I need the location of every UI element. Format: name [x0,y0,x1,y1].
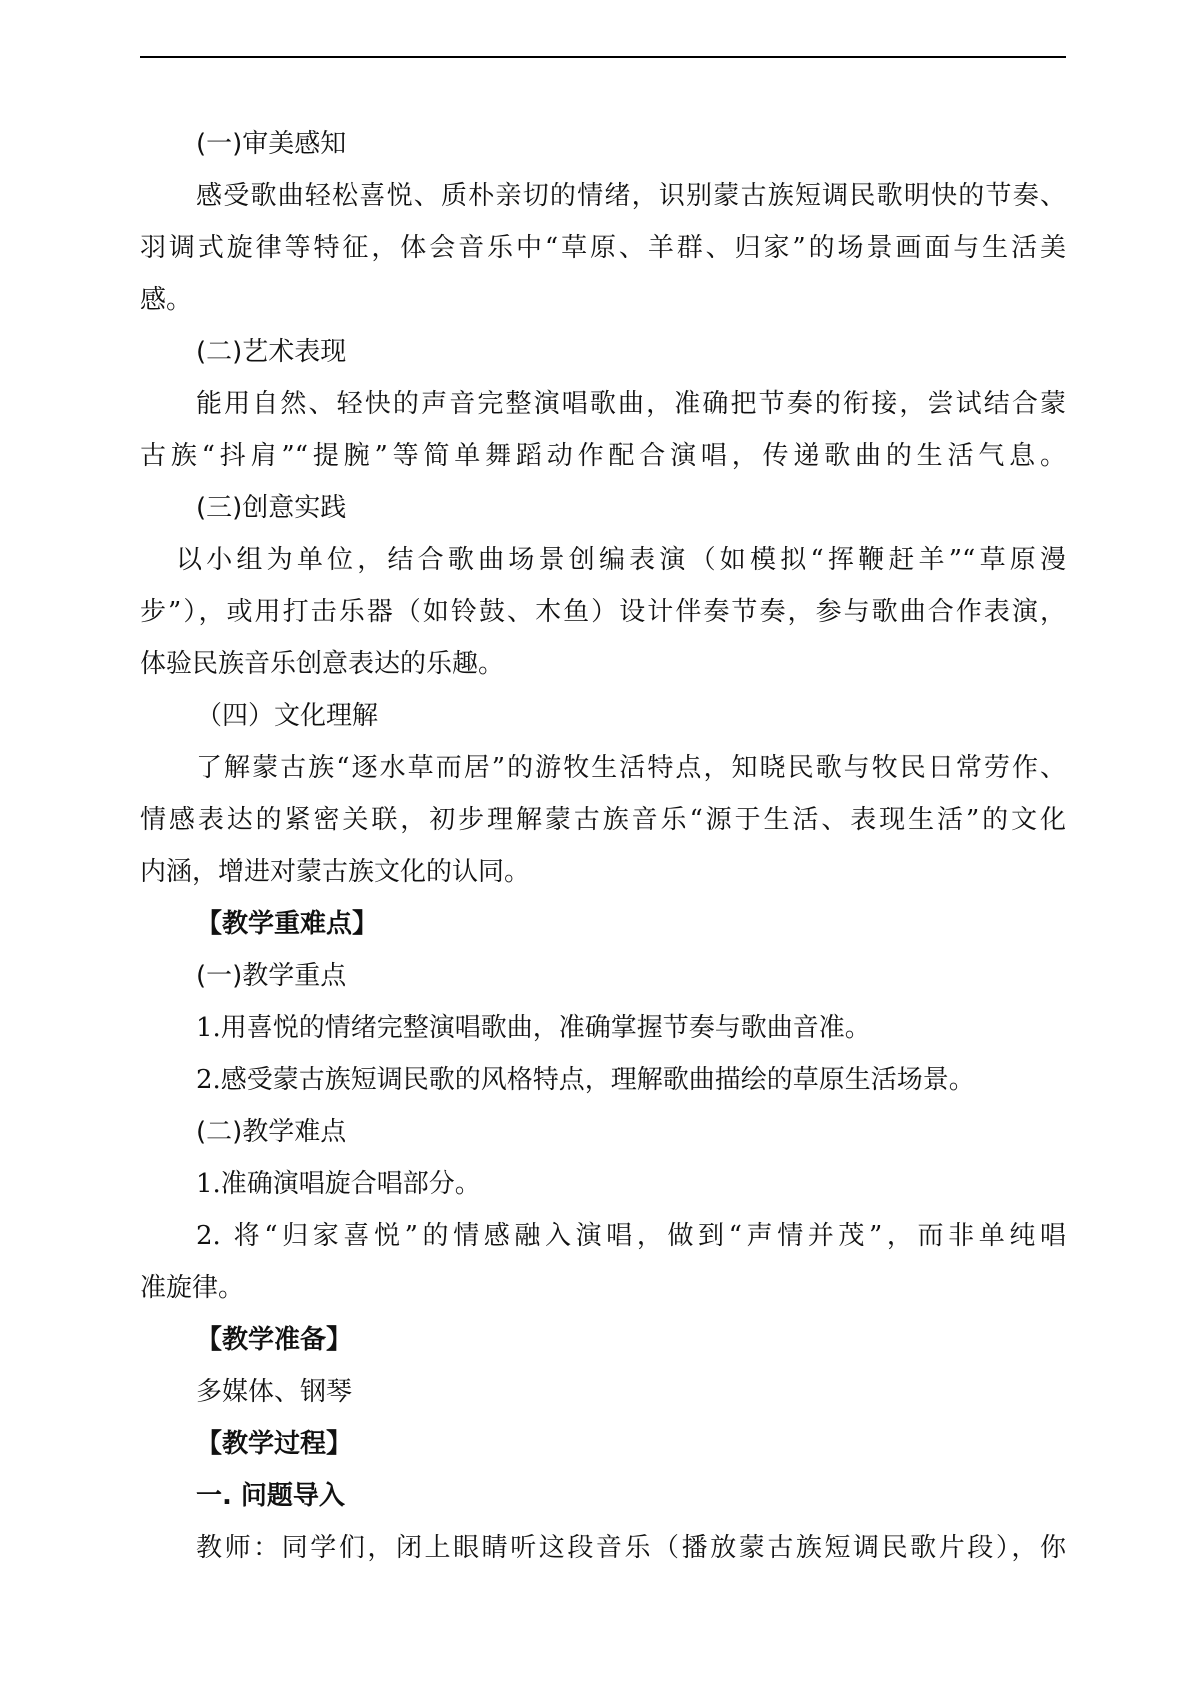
subsection-heading: (一)教学重点 [196,961,347,991]
paragraph-line: 教师：同学们，闭上眼睛听这段音乐（播放蒙古族短调民歌片段），你 [196,1533,1066,1563]
key-points-heading: 【教学重难点】 [196,909,379,939]
paragraph-line: 古族“抖肩”“提腕”等简单舞蹈动作配合演唱，传递歌曲的生活气息。 [140,441,1066,471]
section-heading: (三)创意实践 [196,493,347,523]
header-rule [140,56,1066,58]
section-heading: (二)艺术表现 [196,337,347,367]
process-heading: 【教学过程】 [196,1429,353,1459]
paragraph-line: 羽调式旋律等特征，体会音乐中“草原、羊群、归家”的场景画面与生活美 [140,233,1066,263]
preparation-heading: 【教学准备】 [196,1325,353,1355]
document-body [140,118,1066,1574]
list-item: 2. 将“归家喜悦”的情感融入演唱，做到“声情并茂”，而非单纯唱 [196,1221,1066,1251]
process-step-heading: 一. 问题导入 [196,1481,345,1511]
paragraph-line: 以小组为单位，结合歌曲场景创编表演（如模拟“挥鞭赶羊”“草原漫 [176,545,1066,575]
section-heading: (一)审美感知 [196,129,347,159]
paragraph-line: 了解蒙古族“逐水草而居”的游牧生活特点，知晓民歌与牧民日常劳作、 [196,753,1066,783]
paragraph-line: 内涵，增进对蒙古族文化的认同。 [140,857,531,887]
preparation-text: 多媒体、钢琴 [196,1377,353,1407]
list-item: 1.准确演唱旋合唱部分。 [196,1169,481,1199]
paragraph-line: 能用自然、轻快的声音完整演唱歌曲，准确把节奏的衔接，尝试结合蒙 [196,389,1066,419]
paragraph-line: 感受歌曲轻松喜悦、质朴亲切的情绪，识别蒙古族短调民歌明快的节奏、 [196,181,1066,211]
paragraph-line: 步”），或用打击乐器（如铃鼓、木鱼）设计伴奏节奏，参与歌曲合作表演， [140,597,1066,627]
list-item: 2.感受蒙古族短调民歌的风格特点，理解歌曲描绘的草原生活场景。 [196,1065,975,1095]
list-item: 准旋律。 [140,1273,245,1303]
subsection-heading: (二)教学难点 [196,1117,347,1147]
list-item: 1.用喜悦的情绪完整演唱歌曲，准确掌握节奏与歌曲音准。 [196,1013,871,1043]
paragraph-line: 体验民族音乐创意表达的乐趣。 [140,649,505,679]
paragraph-line: 情感表达的紧密关联，初步理解蒙古族音乐“源于生活、表现生活”的文化 [140,805,1066,835]
section-heading: （四）文化理解 [196,701,379,731]
paragraph-line: 感。 [140,285,193,315]
